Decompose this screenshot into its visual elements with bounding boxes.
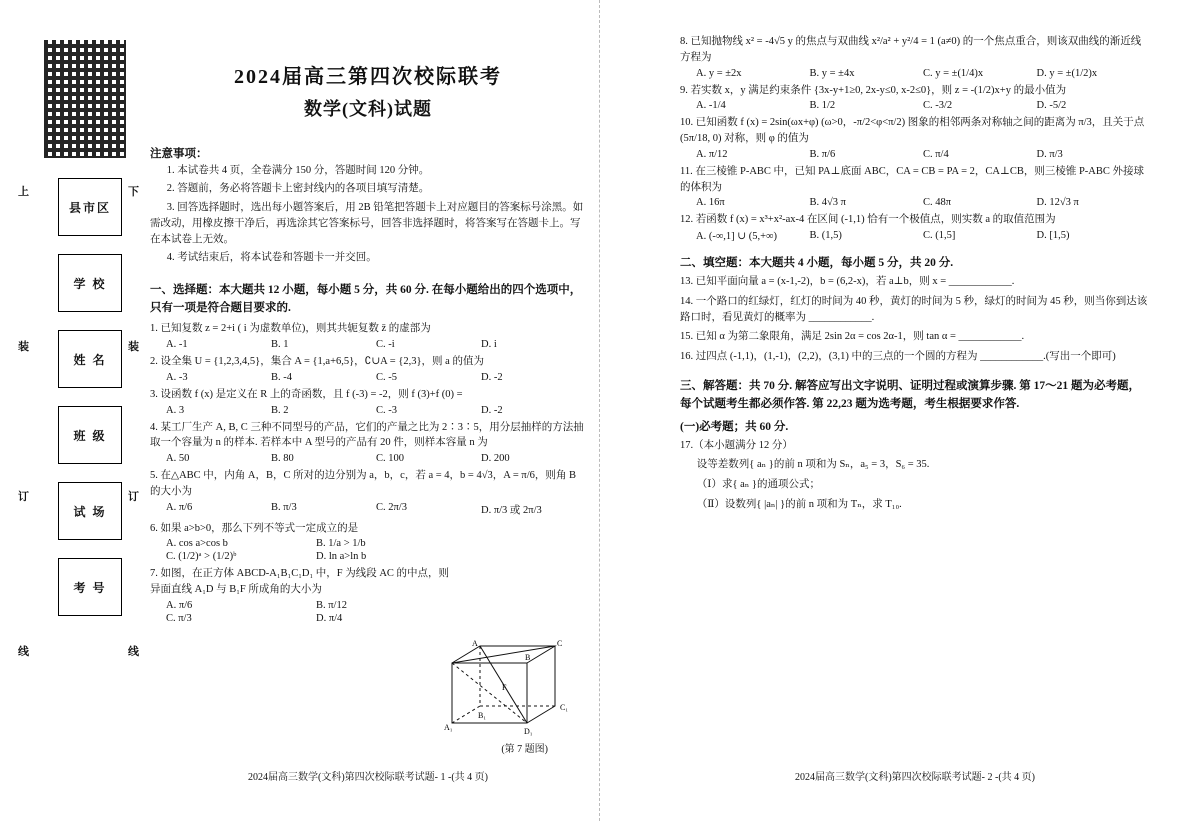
- q9-option-a[interactable]: A. -1/4: [696, 100, 726, 112]
- seal-box-county: 县市区: [58, 178, 122, 236]
- q10-option-a[interactable]: A. π/12: [696, 148, 728, 160]
- q5-option-a[interactable]: A. π/6: [166, 501, 193, 513]
- seal-side-xian-right: 线: [128, 646, 139, 658]
- q12-option-d[interactable]: D. [1,5): [1036, 230, 1070, 241]
- q9-option-b[interactable]: B. 1/2: [809, 100, 836, 112]
- q4-option-d[interactable]: D. 200: [481, 453, 510, 465]
- notes-item-1: 1. 本试卷共 4 页，全卷满分 150 分，答题时间 120 分钟。: [166, 165, 430, 176]
- question-9-options: [696, 100, 1150, 111]
- question-12-stem: 12. 若函数 f (x) = x³+x²-ax-4 在区间 (-1,1) 恰有一个极值点，则实数 a 的取值范围为: [680, 214, 1056, 226]
- q6-option-b[interactable]: B. 1/a > 1/b: [316, 538, 366, 550]
- q2-option-a[interactable]: A. -3: [166, 371, 188, 383]
- question-6-options-row2: [166, 551, 586, 562]
- notes-item-4: 4. 考试结束后，将本试卷和答题卡一并交回。: [166, 252, 377, 264]
- page-subtitle: 数学(文科)试题: [304, 99, 432, 119]
- question-3-stem: 3. 设函数 f (x) 是定义在 R 上的奇函数，且 f (-3) = -2，则 f (3)+f (0) =: [150, 388, 463, 400]
- seal-side-ding-left: 订: [18, 491, 29, 503]
- seal-box-school: 学 校: [58, 254, 122, 312]
- q10-option-b[interactable]: B. π/6: [809, 148, 836, 160]
- q11-option-a[interactable]: A. 16π: [696, 197, 725, 209]
- q8-option-a[interactable]: A. y = ±2x: [696, 67, 742, 79]
- seal-side-zhuang-left: 装: [18, 341, 29, 353]
- q11-option-d[interactable]: D. 12√3 π: [1036, 197, 1079, 209]
- barcode-pattern-icon: [44, 40, 126, 158]
- q9-option-d[interactable]: D. -5/2: [1036, 100, 1067, 112]
- seal-side-down: 下: [128, 186, 139, 198]
- seal-side-ding-right: 订: [128, 491, 139, 503]
- section-one-heading: 一、选择题：本大题共 12 小题，每小题 5 分，共 60 分. 在每小题给出的四个选项中，只有一项是符合题目要求的.: [150, 283, 582, 314]
- svg-text:B₁: B₁: [478, 711, 487, 720]
- q2-option-b[interactable]: B. -4: [271, 371, 292, 383]
- seal-box-examno: 考 号: [58, 558, 122, 616]
- q3-option-a[interactable]: A. 3: [166, 404, 185, 416]
- question-5-options: [166, 502, 586, 517]
- question-7-options-row2: [166, 613, 466, 624]
- q8-option-d[interactable]: D. y = ±(1/2)x: [1036, 67, 1098, 79]
- question-7-options-row1: [166, 600, 466, 611]
- svg-text:D₁: D₁: [524, 727, 533, 736]
- question-12-options: [696, 230, 1150, 242]
- q3-option-c[interactable]: C. -3: [376, 404, 397, 416]
- q3-option-b[interactable]: B. 2: [271, 404, 289, 416]
- q1-option-b[interactable]: B. 1: [271, 339, 289, 351]
- footer-right: 2024届高三数学(文科)第四次校际联考试题- 2 -(共 4 页): [795, 772, 1035, 783]
- question-8-stem: 8. 已知抛物线 x² = -4√5 y 的焦点与双曲线 x²/a² + y²/4 = 1 (a≠0) 的一个焦点重合，则该双曲线的渐近线方程为: [680, 36, 1142, 63]
- question-10-options: [696, 149, 1150, 160]
- question-7-stem: 7. 如图，在正方体 ABCD-A₁B₁C₁D₁ 中，F 为线段 AC 的中点，则异面直线 A₁D 与 B₁F 所成角的大小为: [150, 568, 450, 596]
- question-4-stem: 4. 某工厂生产 A, B, C 三种不同型号的产品，它们的产量之比为 2∶3∶5，用分层抽样的方法抽取一个容量为 n 的样本. 若样本中 A 型号的产品有 20 件，则样本容量 n 为: [150, 421, 584, 449]
- q11-option-c[interactable]: C. 48π: [923, 197, 952, 209]
- q7-option-b[interactable]: B. π/12: [316, 599, 347, 611]
- q9-option-c[interactable]: C. -3/2: [923, 100, 953, 112]
- q5-option-d[interactable]: D. π/3 或 2π/3: [481, 504, 542, 516]
- notes-item-2: 2. 答题前，务必将答题卡上密封线内的各项目填写清楚。: [166, 183, 430, 195]
- question-17-line-3: （Ⅱ）设数列{ |aₙ| }的前 n 项和为 Tₙ，求 T₁₀.: [696, 498, 902, 510]
- footer-left: 2024届高三数学(文科)第四次校际联考试题- 1 -(共 4 页): [248, 772, 488, 783]
- seal-box-class: 班 级: [58, 406, 122, 464]
- question-10-stem: 10. 已知函数 f (x) = 2sin(ωx+φ) (ω>0，-π/2<φ<π/2) 图象的相邻两条对称轴之间的距离为 π/3，且关于点 (5π/18, 0) 对称，则 φ 的值为: [680, 117, 1145, 144]
- section-three-subheading: (一)必考题；共 60 分.: [680, 420, 789, 433]
- q4-option-b[interactable]: B. 80: [271, 453, 294, 465]
- q1-option-d[interactable]: D. i: [481, 339, 497, 351]
- q1-option-c[interactable]: C. -i: [376, 339, 395, 351]
- q10-option-d[interactable]: D. π/3: [1036, 148, 1063, 160]
- q12-option-b[interactable]: B. (1,5): [809, 230, 842, 241]
- svg-text:A: A: [472, 639, 478, 648]
- question-17-line-1: 设等差数列{ aₙ }的前 n 项和为 Sₙ，a₅ = 3，S₆ = 35.: [696, 459, 930, 471]
- svg-text:C: C: [557, 639, 563, 648]
- seal-box-room: 试 场: [58, 482, 122, 540]
- question-2-options: [166, 372, 586, 383]
- q2-option-c[interactable]: C. -5: [376, 371, 397, 383]
- q12-option-a[interactable]: A. (-∞,1] ∪ (5,+∞): [696, 231, 778, 242]
- q1-option-a[interactable]: A. -1: [166, 339, 188, 351]
- question-1-options: [166, 339, 586, 350]
- figure-caption: (第 7 题图): [501, 744, 548, 755]
- q12-option-c[interactable]: C. (1,5]: [923, 230, 956, 241]
- question-13: 13. 已知平面向量 a = (x-1,-2)，b = (6,2-x)，若 a⊥b，则 x = ____________.: [680, 276, 1015, 287]
- section-two-heading: 二、填空题：本大题共 4 小题，每小题 5 分，共 20 分.: [680, 257, 954, 269]
- left-content: [150, 60, 586, 626]
- q5-option-c[interactable]: C. 2π/3: [376, 501, 407, 513]
- page-title: 2024届高三第四次校际联考: [234, 66, 502, 88]
- q3-option-d[interactable]: D. -2: [481, 404, 503, 416]
- section-three-heading: 三、解答题：共 70 分. 解答应写出文字说明、证明过程或演算步骤. 第 17～21 题为必考题，每个试题考生都必须作答. 第 22,23 题为选考题，考生根据要求作答.: [680, 379, 1140, 411]
- seal-side-up: 上: [18, 186, 29, 198]
- question-6-options-row1: [166, 538, 586, 549]
- q8-option-c[interactable]: C. y = ±(1/4)x: [923, 67, 984, 79]
- question-3-options: [166, 405, 586, 416]
- question-14: 14. 一个路口的红绿灯，红灯的时间为 40 秒，黄灯的时间为 5 秒，绿灯的时间为 45 秒，则当你到达该路口时，看见黄灯的概率为 ____________.: [680, 295, 1148, 323]
- q5-option-b[interactable]: B. π/3: [271, 501, 297, 513]
- q7-option-a[interactable]: A. π/6: [166, 599, 193, 611]
- question-15: 15. 已知 α 为第二象限角，满足 2sin 2α = cos 2α-1，则 tan α = ____________.: [680, 331, 1025, 343]
- q6-option-d[interactable]: D. ln a>ln b: [316, 551, 367, 563]
- question-2-stem: 2. 设全集 U = {1,2,3,4,5}，集合 A = {1,a+6,5}，∁∪A = {2,3}，则 a 的值为: [150, 356, 484, 368]
- q6-option-a[interactable]: A. cos a>cos b: [166, 538, 228, 550]
- question-5-stem: 5. 在△ABC 中，内角 A，B，C 所对的边分别为 a，b，c，若 a = 4，b = 4√3，A = π/6，则角 B 的大小为: [150, 470, 576, 497]
- seal-side-zhuang-right: 装: [128, 341, 139, 353]
- question-9-stem: 9. 若实数 x，y 满足约束条件 {3x-y+1≥0, 2x-y≤0, x-2≤0}，则 z = -(1/2)x+y 的最小值为: [680, 84, 1067, 96]
- cube-figure: [442, 638, 582, 738]
- q2-option-d[interactable]: D. -2: [481, 371, 503, 383]
- q6-option-c[interactable]: C. (1/2)ᵃ > (1/2)ᵇ: [166, 551, 237, 563]
- question-6-stem: 6. 如果 a>b>0，那么下列不等式一定成立的是: [150, 522, 359, 534]
- question-16: 16. 过四点 (-1,1)，(1,-1)，(2,2)，(3,1) 中的三点的一个圆的方程为 ____________.(写出一个即可): [680, 351, 1116, 362]
- page-right-column: [600, 0, 1200, 821]
- q4-option-a[interactable]: A. 50: [166, 453, 190, 465]
- question-11-options: [696, 197, 1150, 208]
- svg-text:C₁: C₁: [560, 703, 569, 712]
- seal-box-name: 姓 名: [58, 330, 122, 388]
- svg-text:F: F: [502, 683, 507, 692]
- seal-side-xian-left: 线: [18, 646, 29, 658]
- question-8-options: [696, 68, 1150, 79]
- q8-option-b[interactable]: B. y = ±4x: [809, 67, 855, 79]
- q11-option-b[interactable]: B. 4√3 π: [809, 197, 846, 209]
- right-content: [680, 30, 1150, 513]
- q10-option-c[interactable]: C. π/4: [923, 148, 949, 160]
- question-17-line-2: （Ⅰ）求{ aₙ }的通项公式；: [696, 479, 820, 491]
- q7-option-d[interactable]: D. π/4: [316, 612, 343, 624]
- svg-text:B: B: [525, 653, 531, 662]
- question-1-stem: 1. 已知复数 z = 2+i ( i 为虚数单位)，则其共轭复数 z̄ 的虚部为: [150, 323, 431, 335]
- seal-strip: [18, 18, 139, 758]
- notes-item-3: 3. 回答选择题时，选出每小题答案后，用 2B 铅笔把答题卡上对应题目的答案标号涂黑。如需改动，用橡皮擦干净后，再选涂其它答案标号，回答非选择题时，将答案写在答题卡上。写在本试卷上无效。: [150, 201, 584, 246]
- svg-text:A₁: A₁: [444, 723, 453, 732]
- question-17-title: 17.（本小题满分 12 分）: [680, 439, 793, 451]
- question-4-options: [166, 453, 586, 464]
- q4-option-c[interactable]: C. 100: [376, 453, 405, 465]
- question-11-stem: 11. 在三棱锥 P-ABC 中，已知 PA⊥底面 ABC，CA = CB = PA = 2，CA⊥CB，则三棱锥 P-ABC 外接球的体积为: [680, 165, 1145, 193]
- q7-option-c[interactable]: C. π/3: [166, 612, 192, 624]
- seal-box-list: [58, 178, 120, 634]
- notes-heading: 注意事项：: [150, 148, 208, 160]
